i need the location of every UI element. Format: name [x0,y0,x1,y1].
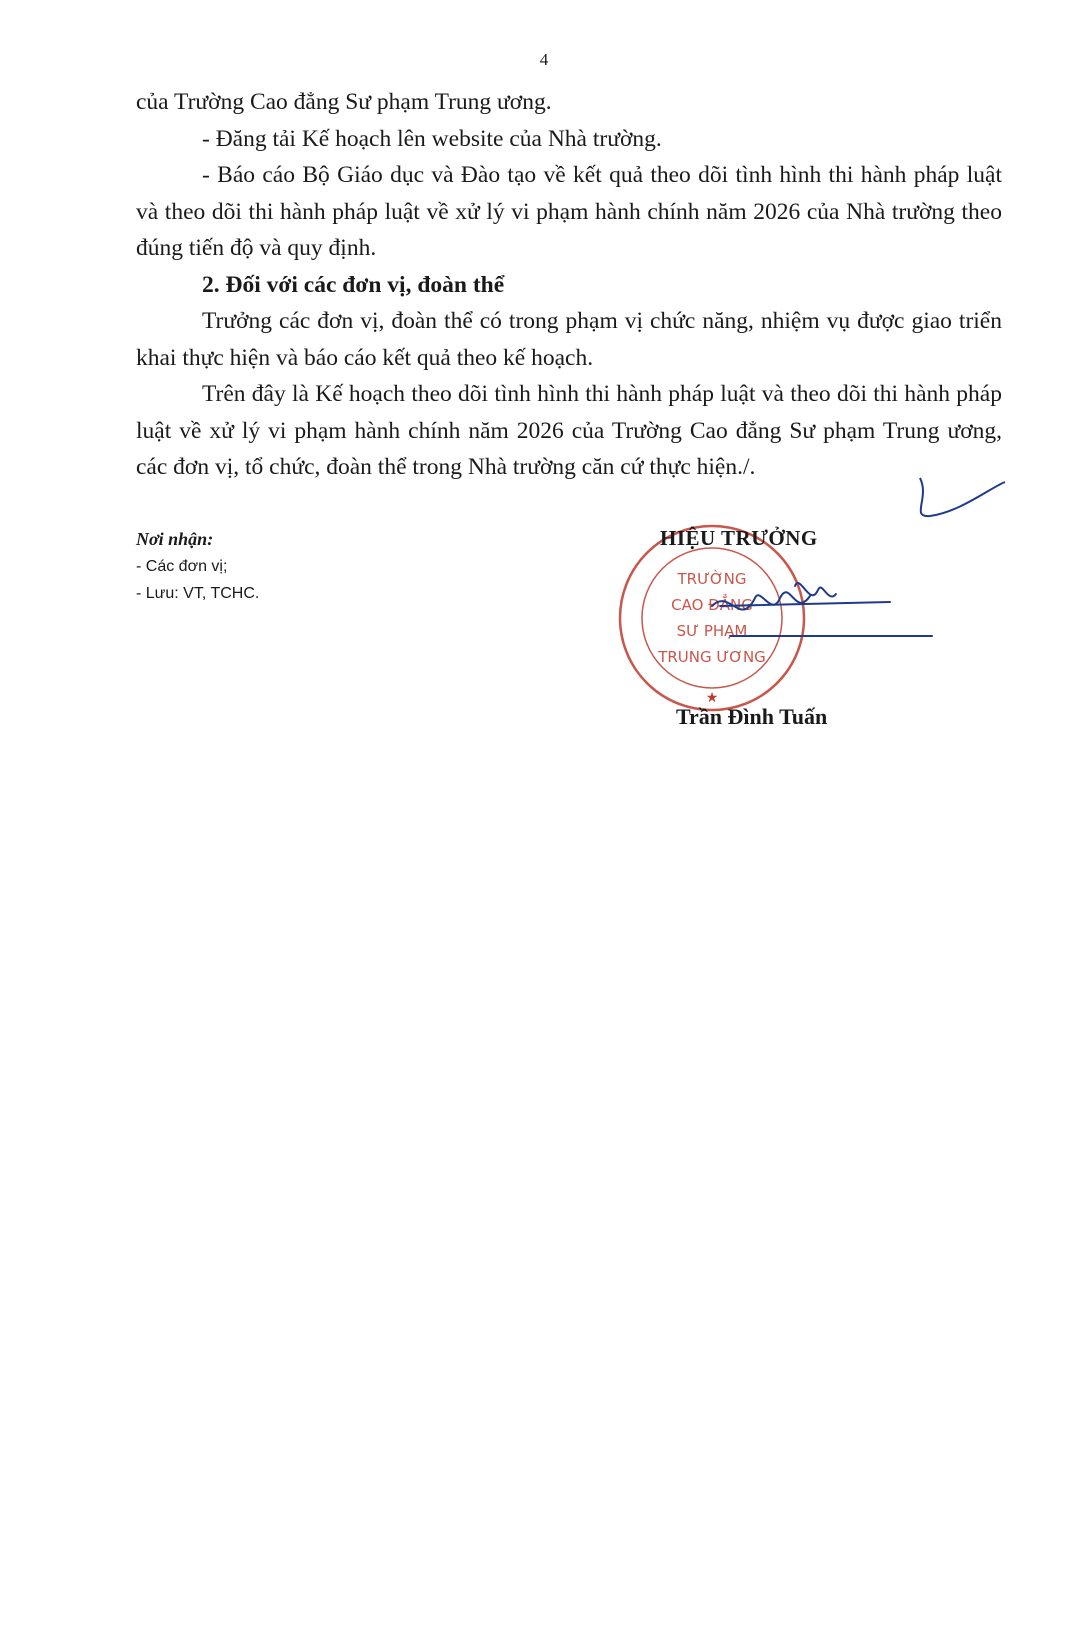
body-line: Trên đây là Kế hoạch theo dõi tình hình thi hành pháp luật và theo dõi thi hành pháp luật về xử lý vi phạm hành chính năm 2026 của Trường Cao đẳng Sư phạm Trung ương, các đơn vị, tổ chức, đoàn thể trong Nhà trường căn cứ thực hiện./. [136,381,1002,480]
section-heading: 2. Đối với các đơn vị, đoàn thể [202,271,505,298]
recipient-item: - Các đơn vị; [136,558,228,575]
body-line: của Trường Cao đẳng Sư phạm Trung ương. [136,89,552,115]
stamp-line: TRUNG ƯƠNG [658,648,766,666]
end-mark-flourish [900,468,1010,528]
star-icon: ★ [705,691,719,706]
stamp-line: TRƯỜNG [677,570,747,588]
page-number: 4 [539,50,549,69]
signature-title: HIỆU TRƯỞNG [660,526,818,550]
signatory-name: Trần Đình Tuấn [676,704,828,729]
recipients-block [136,526,536,607]
stamp-line: SƯ PHẠM [676,622,748,640]
recipient-item: - Lưu: VT, TCHC. [136,585,260,602]
recipients-title: Nơi nhận: [136,529,214,549]
document-body [136,84,1002,486]
stamp-line: CAO ĐẲNG [671,596,753,614]
body-line: - Báo cáo Bộ Giáo dục và Đào tạo về kết quả theo dõi tình hình thi hành pháp luật và theo dõi thi hành pháp luật về xử lý vi phạm hành chính năm 2026 của Nhà trường theo đúng tiến độ và quy định. [136,162,1002,261]
body-line: Trưởng các đơn vị, đoàn thể có trong phạm vị chức năng, nhiệm vụ được giao triển khai thực hiện và báo cáo kết quả theo kế hoạch. [136,308,1002,371]
body-line: - Đăng tải Kế hoạch lên website của Nhà trường. [202,125,662,152]
